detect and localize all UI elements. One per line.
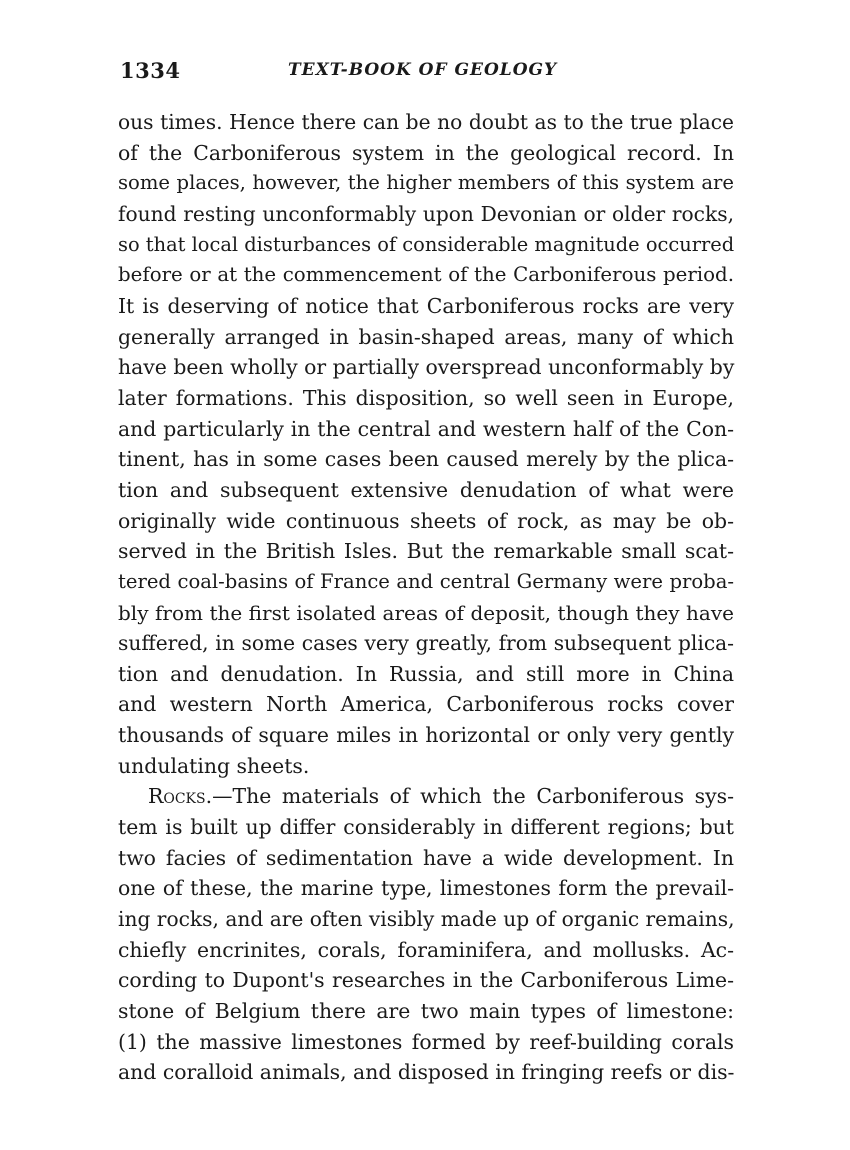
text-line: originally wide continuous sheets of rock, as may be ob-	[118, 508, 734, 533]
text-line: found resting unconformably upon Devonian or older rocks,	[118, 201, 734, 226]
text-line: and particularly in the central and western half of the Con-	[118, 416, 734, 441]
running-head: TEXT-BOOK OF GEOLOGY	[288, 60, 558, 80]
text-line: tion and subsequent extensive denudation of what were	[118, 477, 734, 502]
text-line: bly from the first isolated areas of deposit, though they have	[118, 600, 734, 625]
text-line: undulating sheets.	[118, 753, 310, 778]
text-line: ing rocks, and are often visibly made up of organic remains,	[118, 907, 735, 932]
paragraph-2	[118, 781, 734, 1088]
text-line: ous times. Hence there can be no doubt as to the true place	[118, 110, 734, 134]
text-line: have been wholly or partially overspread unconformably by	[118, 355, 735, 380]
text-line: before or at the commencement of the Carboniferous period.	[118, 263, 734, 287]
text-line: of the Carboniferous system in the geological record. In	[118, 140, 734, 165]
text-line: cording to Dupont's researches in the Carboniferous Lime-	[118, 968, 734, 993]
text-line: (1) the massive limestones formed by reef-building corals	[118, 1029, 734, 1054]
text-line: tinent, has in some cases been caused merely by the plica-	[118, 447, 734, 472]
text-span: —The materials of which the Carboniferous sys-	[212, 784, 734, 809]
page-header	[118, 58, 732, 88]
text-line: suffered, in some cases very greatly, from subsequent plica-	[118, 631, 734, 656]
text-line: one of these, the marine type, limestones form the prevail-	[118, 876, 734, 901]
text-line: two facies of sedimentation have a wide development. In	[118, 845, 734, 870]
section-heading-rocks: Rocks.	[148, 784, 213, 809]
page-number: 1334	[120, 58, 181, 83]
text-line: thousands of square miles in horizontal or only very gently	[118, 723, 734, 748]
text-line: tem is built up differ considerably in different regions; but	[118, 815, 734, 840]
text-line: and western North America, Carboniferous rocks cover	[118, 692, 734, 717]
text-line: stone of Belgium there are two main types of limestone:	[118, 999, 734, 1024]
text-line: It is deserving of notice that Carboniferous rocks are very	[118, 293, 734, 318]
text-line: some places, however, the higher members of this system are	[118, 171, 734, 195]
text-line: served in the British Isles. But the remarkable small scat-	[118, 539, 734, 564]
text-line: chiefly encrinites, corals, foraminifera, and mollusks. Ac-	[118, 937, 734, 962]
text-line: later formations. This disposition, so well seen in Europe,	[118, 385, 734, 410]
body-text	[118, 107, 734, 1088]
paragraph-1	[118, 107, 734, 781]
text-line: so that local disturbances of considerable magnitude occurred	[118, 232, 735, 256]
text-line	[118, 781, 734, 812]
text-line: and coralloid animals, and disposed in fringing reefs or dis-	[118, 1060, 735, 1085]
text-line: tion and denudation. In Russia, and still more in China	[118, 661, 734, 686]
text-line: generally arranged in basin-shaped areas, many of which	[118, 324, 734, 349]
text-line: tered coal-basins of France and central Germany were proba-	[118, 569, 734, 593]
